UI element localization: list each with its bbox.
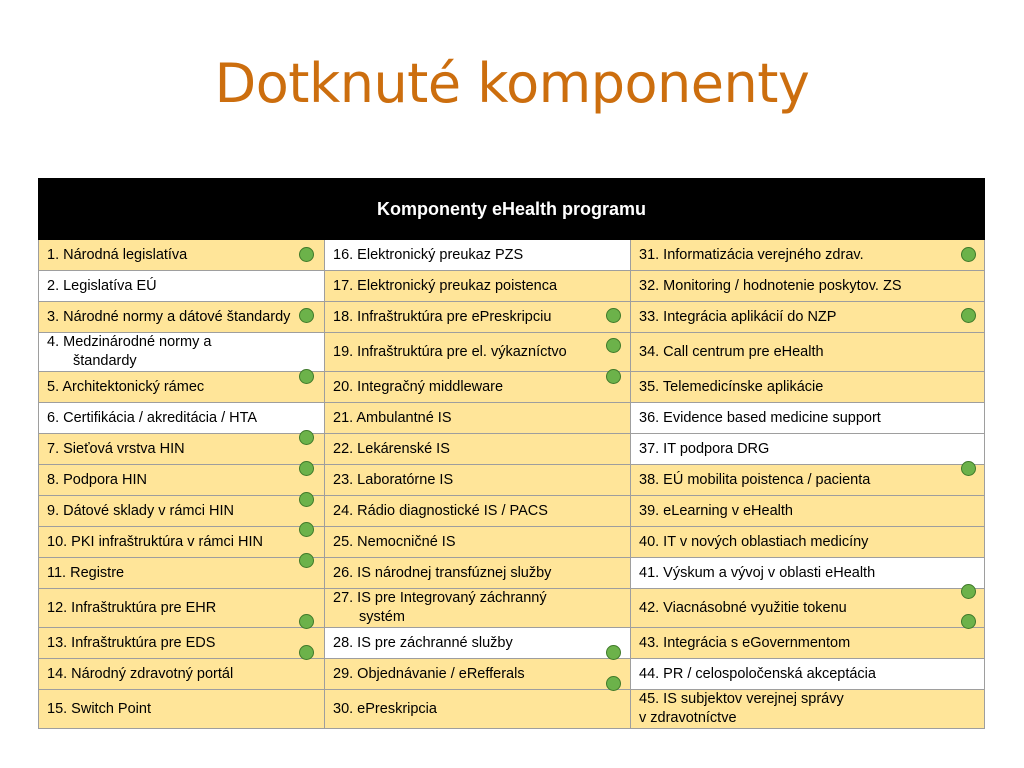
cell-line: 4. Medzinárodné normy a — [47, 334, 212, 350]
table-row — [39, 302, 985, 333]
green-dot-marker — [299, 553, 314, 568]
table-cell: 33. Integrácia aplikácií do NZP — [631, 302, 985, 333]
table-cell: 13. Infraštruktúra pre EDS — [39, 628, 325, 659]
table-row — [39, 558, 985, 589]
table-cell: 36. Evidence based medicine support — [631, 403, 985, 434]
table-cell: 24. Rádio diagnostické IS / PACS — [325, 496, 631, 527]
table-cell: 17. Elektronický preukaz poistenca — [325, 271, 631, 302]
green-dot-marker — [299, 247, 314, 262]
table-row — [39, 434, 985, 465]
table-cell: 29. Objednávanie / eRefferals — [325, 659, 631, 690]
table-cell: 43. Integrácia s eGovernmentom — [631, 628, 985, 659]
table-row — [39, 496, 985, 527]
green-dot-marker — [299, 308, 314, 323]
table-row — [39, 372, 985, 403]
green-dot-marker — [299, 492, 314, 507]
table-cell: 31. Informatizácia verejného zdrav. — [631, 240, 985, 271]
table-cell: 18. Infraštruktúra pre ePreskripciu — [325, 302, 631, 333]
table-cell: 25. Nemocničné IS — [325, 527, 631, 558]
table-cell: 3. Národné normy a dátové štandardy — [39, 302, 325, 333]
table-cell: 26. IS národnej transfúznej služby — [325, 558, 631, 589]
table-cell: 42. Viacnásobné využitie tokenu — [631, 589, 985, 628]
green-dot-marker — [961, 614, 976, 629]
table-cell: 41. Výskum a vývoj v oblasti eHealth — [631, 558, 985, 589]
table-cell: 7. Sieťová vrstva HIN — [39, 434, 325, 465]
table-cell: 16. Elektronický preukaz PZS — [325, 240, 631, 271]
green-dot-marker — [606, 308, 621, 323]
table-cell — [39, 333, 325, 372]
table-cell: 9. Dátové sklady v rámci HIN — [39, 496, 325, 527]
green-dot-marker — [299, 614, 314, 629]
table-row — [39, 403, 985, 434]
green-dot-marker — [961, 584, 976, 599]
green-dot-marker — [299, 522, 314, 537]
cell-line: 27. IS pre Integrovaný záchranný — [333, 590, 547, 606]
table-row — [39, 527, 985, 558]
table-cell: 12. Infraštruktúra pre EHR — [39, 589, 325, 628]
cell-line: v zdravotníctve — [639, 710, 737, 726]
table-cell — [325, 589, 631, 628]
table-cell: 6. Certifikácia / akreditácia / HTA — [39, 403, 325, 434]
table-row — [39, 628, 985, 659]
table-cell — [631, 690, 985, 729]
table-cell: 8. Podpora HIN — [39, 465, 325, 496]
table-cell: 23. Laboratórne IS — [325, 465, 631, 496]
table-row — [39, 240, 985, 271]
green-dot-marker — [961, 461, 976, 476]
table-cell: 37. IT podpora DRG — [631, 434, 985, 465]
table-cell: 15. Switch Point — [39, 690, 325, 729]
page-title: Dotknuté komponenty — [214, 52, 810, 115]
table-row — [39, 589, 985, 628]
table-row — [39, 659, 985, 690]
table-cell: 39. eLearning v eHealth — [631, 496, 985, 527]
table-cell: 28. IS pre záchranné služby — [325, 628, 631, 659]
table-cell: 21. Ambulantné IS — [325, 403, 631, 434]
table-cell: 10. PKI infraštruktúra v rámci HIN — [39, 527, 325, 558]
green-dot-marker — [606, 338, 621, 353]
green-dot-marker — [299, 430, 314, 445]
cell-line: 45. IS subjektov verejnej správy — [639, 691, 844, 707]
table-cell: 44. PR / celospoločenská akceptácia — [631, 659, 985, 690]
green-dot-marker — [606, 676, 621, 691]
table-cell: 2. Legislatíva EÚ — [39, 271, 325, 302]
table-cell: 34. Call centrum pre eHealth — [631, 333, 985, 372]
cell-line: systém — [359, 609, 405, 625]
table-cell: 32. Monitoring / hodnotenie poskytov. ZS — [631, 271, 985, 302]
cell-line: štandardy — [73, 353, 137, 369]
table-cell: 20. Integračný middleware — [325, 372, 631, 403]
table-row — [39, 690, 985, 729]
green-dot-marker — [606, 369, 621, 384]
green-dot-marker — [299, 645, 314, 660]
table-cell: 1. Národná legislatíva — [39, 240, 325, 271]
components-table — [38, 178, 985, 729]
table-cell: 35. Telemedicínske aplikácie — [631, 372, 985, 403]
table-cell: 40. IT v nových oblastiach medicíny — [631, 527, 985, 558]
table-cell: 22. Lekárenské IS — [325, 434, 631, 465]
green-dot-marker — [606, 645, 621, 660]
table-cell: 30. ePreskripcia — [325, 690, 631, 729]
table-header: Komponenty eHealth programu — [39, 179, 985, 240]
table-cell: 14. Národný zdravotný portál — [39, 659, 325, 690]
green-dot-marker — [299, 461, 314, 476]
table-cell: 11. Registre — [39, 558, 325, 589]
table-cell: 38. EÚ mobilita poistenca / pacienta — [631, 465, 985, 496]
green-dot-marker — [299, 369, 314, 384]
table-row — [39, 333, 985, 372]
table-cell: 5. Architektonický rámec — [39, 372, 325, 403]
table-row — [39, 271, 985, 302]
green-dot-marker — [961, 247, 976, 262]
table-cell: 19. Infraštruktúra pre el. výkazníctvo — [325, 333, 631, 372]
table-row — [39, 465, 985, 496]
green-dot-marker — [961, 308, 976, 323]
